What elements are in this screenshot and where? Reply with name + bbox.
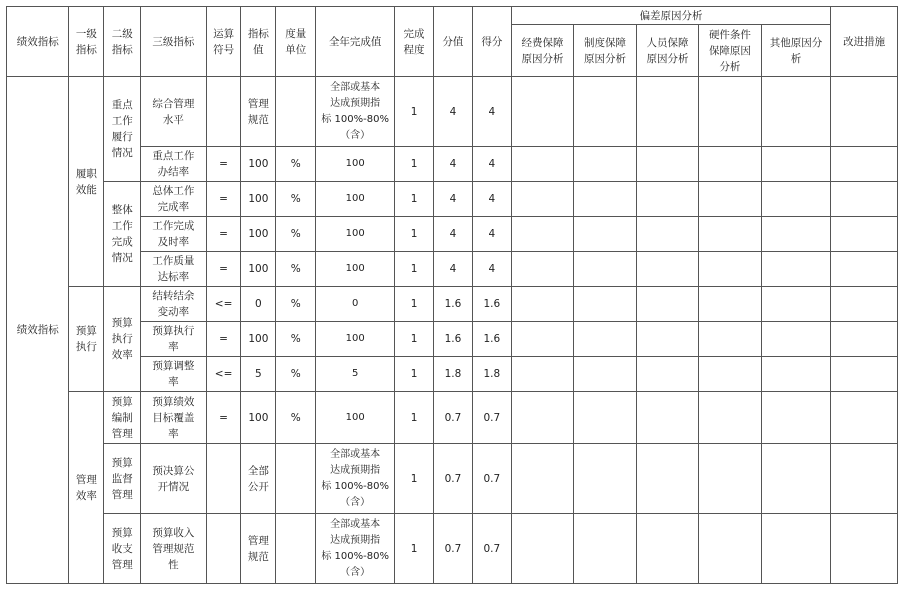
completion-degree: 1 [395, 77, 434, 147]
score-cell: 1.6 [472, 287, 511, 322]
deviation-cell [511, 182, 573, 217]
operator-cell: = [206, 392, 241, 444]
measures-cell [831, 514, 898, 584]
unit-cell: % [276, 147, 316, 182]
header-level2: 二级 指标 [104, 7, 141, 77]
header-level3: 三级指标 [141, 7, 207, 77]
level3-indicator: 工作完成 及时率 [141, 217, 207, 252]
measures-cell [831, 77, 898, 147]
deviation-cell [511, 252, 573, 287]
completion-degree: 1 [395, 287, 434, 322]
completion-degree: 1 [395, 147, 434, 182]
deviation-cell [574, 392, 636, 444]
deviation-cell [699, 357, 761, 392]
score-cell: 4 [472, 217, 511, 252]
operator-cell [206, 77, 241, 147]
level2-overall-work: 整体 工作 完成 情况 [104, 182, 141, 287]
deviation-cell [761, 252, 831, 287]
score-value: 4 [433, 217, 472, 252]
level3-indicator: 预算绩效 目标覆盖 率 [141, 392, 207, 444]
completion-degree: 1 [395, 322, 434, 357]
deviation-cell [761, 147, 831, 182]
indicator-value: 100 [241, 322, 276, 357]
annual-value: 100 [316, 392, 395, 444]
measures-cell [831, 252, 898, 287]
indicator-value: 100 [241, 252, 276, 287]
score-cell: 1.6 [472, 322, 511, 357]
indicator-value: 全部 公开 [241, 444, 276, 514]
deviation-cell [636, 77, 698, 147]
indicator-value: 管理 规范 [241, 77, 276, 147]
table-row [7, 322, 898, 357]
indicator-value: 100 [241, 147, 276, 182]
measures-cell [831, 147, 898, 182]
level3-indicator: 预算调整 率 [141, 357, 207, 392]
deviation-cell [636, 147, 698, 182]
score-value: 0.7 [433, 392, 472, 444]
operator-cell: = [206, 182, 241, 217]
deviation-cell [636, 287, 698, 322]
header-deviation-group: 偏差原因分析 [511, 7, 831, 25]
header-level1: 一级 指标 [69, 7, 104, 77]
header-operator: 运算 符号 [206, 7, 241, 77]
score-cell: 0.7 [472, 392, 511, 444]
measures-cell [831, 287, 898, 322]
completion-degree: 1 [395, 252, 434, 287]
deviation-cell [699, 322, 761, 357]
level2-budget-efficiency: 预算 执行 效率 [104, 287, 141, 392]
deviation-cell [574, 444, 636, 514]
level3-indicator: 重点工作 办结率 [141, 147, 207, 182]
unit-cell: % [276, 357, 316, 392]
header-measures: 改进措施 [831, 7, 898, 77]
deviation-cell [699, 182, 761, 217]
score-value: 1.6 [433, 322, 472, 357]
deviation-cell [699, 252, 761, 287]
level3-indicator: 预算收入 管理规范 性 [141, 514, 207, 584]
deviation-cell [511, 357, 573, 392]
header-perf-indicator: 绩效指标 [7, 7, 69, 77]
deviation-cell [699, 77, 761, 147]
operator-cell [206, 444, 241, 514]
deviation-cell [574, 182, 636, 217]
deviation-cell [699, 217, 761, 252]
deviation-cell [761, 444, 831, 514]
completion-degree: 1 [395, 392, 434, 444]
deviation-cell [636, 444, 698, 514]
score-cell: 1.8 [472, 357, 511, 392]
annual-value: 全部或基本 达成预期指 标 100%-80% （含） [316, 514, 395, 584]
measures-cell [831, 217, 898, 252]
annual-value: 100 [316, 217, 395, 252]
table-row [7, 77, 898, 147]
table-row [7, 392, 898, 444]
performance-table [6, 6, 898, 584]
unit-cell [276, 77, 316, 147]
deviation-cell [574, 357, 636, 392]
annual-value: 100 [316, 147, 395, 182]
unit-cell [276, 514, 316, 584]
header-dev-other: 其他原因分 析 [761, 25, 831, 77]
deviation-cell [636, 514, 698, 584]
measures-cell [831, 182, 898, 217]
annual-value: 100 [316, 252, 395, 287]
score-value: 4 [433, 77, 472, 147]
annual-value: 100 [316, 322, 395, 357]
completion-degree: 1 [395, 357, 434, 392]
deviation-cell [511, 514, 573, 584]
operator-cell: = [206, 252, 241, 287]
header-score: 得分 [472, 7, 511, 77]
deviation-cell [574, 77, 636, 147]
level3-indicator: 预算执行 率 [141, 322, 207, 357]
deviation-cell [511, 444, 573, 514]
measures-cell [831, 444, 898, 514]
deviation-cell [699, 514, 761, 584]
deviation-cell [761, 182, 831, 217]
level1-budget-execution: 预算 执行 [69, 287, 104, 392]
indicator-value: 100 [241, 392, 276, 444]
annual-value: 全部或基本 达成预期指 标 100%-80% （含） [316, 77, 395, 147]
deviation-cell [636, 217, 698, 252]
annual-value: 全部或基本 达成预期指 标 100%-80% （含） [316, 444, 395, 514]
deviation-cell [699, 392, 761, 444]
deviation-cell [574, 147, 636, 182]
indicator-value: 100 [241, 217, 276, 252]
level3-indicator: 总体工作 完成率 [141, 182, 207, 217]
deviation-cell [574, 322, 636, 357]
score-value: 1.6 [433, 287, 472, 322]
deviation-cell [761, 287, 831, 322]
completion-degree: 1 [395, 514, 434, 584]
level3-indicator: 工作质量 达标率 [141, 252, 207, 287]
score-value: 4 [433, 147, 472, 182]
level2-budget-supervision: 预算 监督 管理 [104, 444, 141, 514]
unit-cell: % [276, 287, 316, 322]
score-cell: 0.7 [472, 444, 511, 514]
deviation-cell [511, 217, 573, 252]
unit-cell: % [276, 392, 316, 444]
annual-value: 0 [316, 287, 395, 322]
operator-cell: = [206, 322, 241, 357]
deviation-cell [636, 252, 698, 287]
unit-cell: % [276, 322, 316, 357]
annual-value: 100 [316, 182, 395, 217]
table-row [7, 182, 898, 217]
operator-cell [206, 514, 241, 584]
deviation-cell [761, 514, 831, 584]
indicator-value: 0 [241, 287, 276, 322]
deviation-cell [699, 287, 761, 322]
deviation-cell [699, 147, 761, 182]
deviation-cell [761, 77, 831, 147]
score-value: 4 [433, 252, 472, 287]
deviation-cell [511, 77, 573, 147]
header-dev-staff: 人员保障 原因分析 [636, 25, 698, 77]
table-row [7, 357, 898, 392]
deviation-cell [511, 322, 573, 357]
completion-degree: 1 [395, 217, 434, 252]
operator-cell: <= [206, 287, 241, 322]
measures-cell [831, 322, 898, 357]
deviation-cell [574, 514, 636, 584]
indicator-value: 5 [241, 357, 276, 392]
header-dev-system: 制度保障 原因分析 [574, 25, 636, 77]
level3-indicator: 综合管理 水平 [141, 77, 207, 147]
indicator-value: 管理 规范 [241, 514, 276, 584]
unit-cell: % [276, 182, 316, 217]
level3-indicator: 结转结余 变动率 [141, 287, 207, 322]
score-cell: 4 [472, 147, 511, 182]
deviation-cell [761, 392, 831, 444]
unit-cell [276, 444, 316, 514]
perf-indicator-cell: 绩效指标 [7, 77, 69, 584]
header-annual-value: 全年完成值 [316, 7, 395, 77]
level2-budget-compilation: 预算 编制 管理 [104, 392, 141, 444]
score-cell: 4 [472, 182, 511, 217]
unit-cell: % [276, 252, 316, 287]
deviation-cell [511, 147, 573, 182]
score-value: 0.7 [433, 514, 472, 584]
score-value: 1.8 [433, 357, 472, 392]
table-row [7, 514, 898, 584]
header-completion-degree: 完成 程度 [395, 7, 434, 77]
score-cell: 4 [472, 77, 511, 147]
deviation-cell [636, 182, 698, 217]
indicator-value: 100 [241, 182, 276, 217]
table-row [7, 444, 898, 514]
deviation-cell [636, 322, 698, 357]
operator-cell: <= [206, 357, 241, 392]
header-unit: 度量 单位 [276, 7, 316, 77]
score-cell: 4 [472, 252, 511, 287]
completion-degree: 1 [395, 182, 434, 217]
table-row [7, 147, 898, 182]
operator-cell: = [206, 147, 241, 182]
header-dev-hardware: 硬件条件 保障原因 分析 [699, 25, 761, 77]
deviation-cell [574, 217, 636, 252]
header-value: 指标 值 [241, 7, 276, 77]
unit-cell: % [276, 217, 316, 252]
score-value: 0.7 [433, 444, 472, 514]
table-row [7, 287, 898, 322]
measures-cell [831, 392, 898, 444]
table-row [7, 217, 898, 252]
annual-value: 5 [316, 357, 395, 392]
level3-indicator: 预决算公 开情况 [141, 444, 207, 514]
deviation-cell [761, 357, 831, 392]
deviation-cell [761, 322, 831, 357]
deviation-cell [761, 217, 831, 252]
deviation-cell [511, 287, 573, 322]
deviation-cell [636, 357, 698, 392]
deviation-cell [574, 287, 636, 322]
score-value: 4 [433, 182, 472, 217]
level2-budget-revenue: 预算 收支 管理 [104, 514, 141, 584]
deviation-cell [574, 252, 636, 287]
level2-key-work: 重点 工作 履行 情况 [104, 77, 141, 182]
score-cell: 0.7 [472, 514, 511, 584]
level1-management-efficiency: 管理 效率 [69, 392, 104, 584]
header-score-value: 分值 [433, 7, 472, 77]
table-row [7, 252, 898, 287]
level1-performance-efficiency: 履职 效能 [69, 77, 104, 287]
deviation-cell [511, 392, 573, 444]
completion-degree: 1 [395, 444, 434, 514]
deviation-cell [699, 444, 761, 514]
header-dev-funding: 经费保障 原因分析 [511, 25, 573, 77]
operator-cell: = [206, 217, 241, 252]
measures-cell [831, 357, 898, 392]
deviation-cell [636, 392, 698, 444]
